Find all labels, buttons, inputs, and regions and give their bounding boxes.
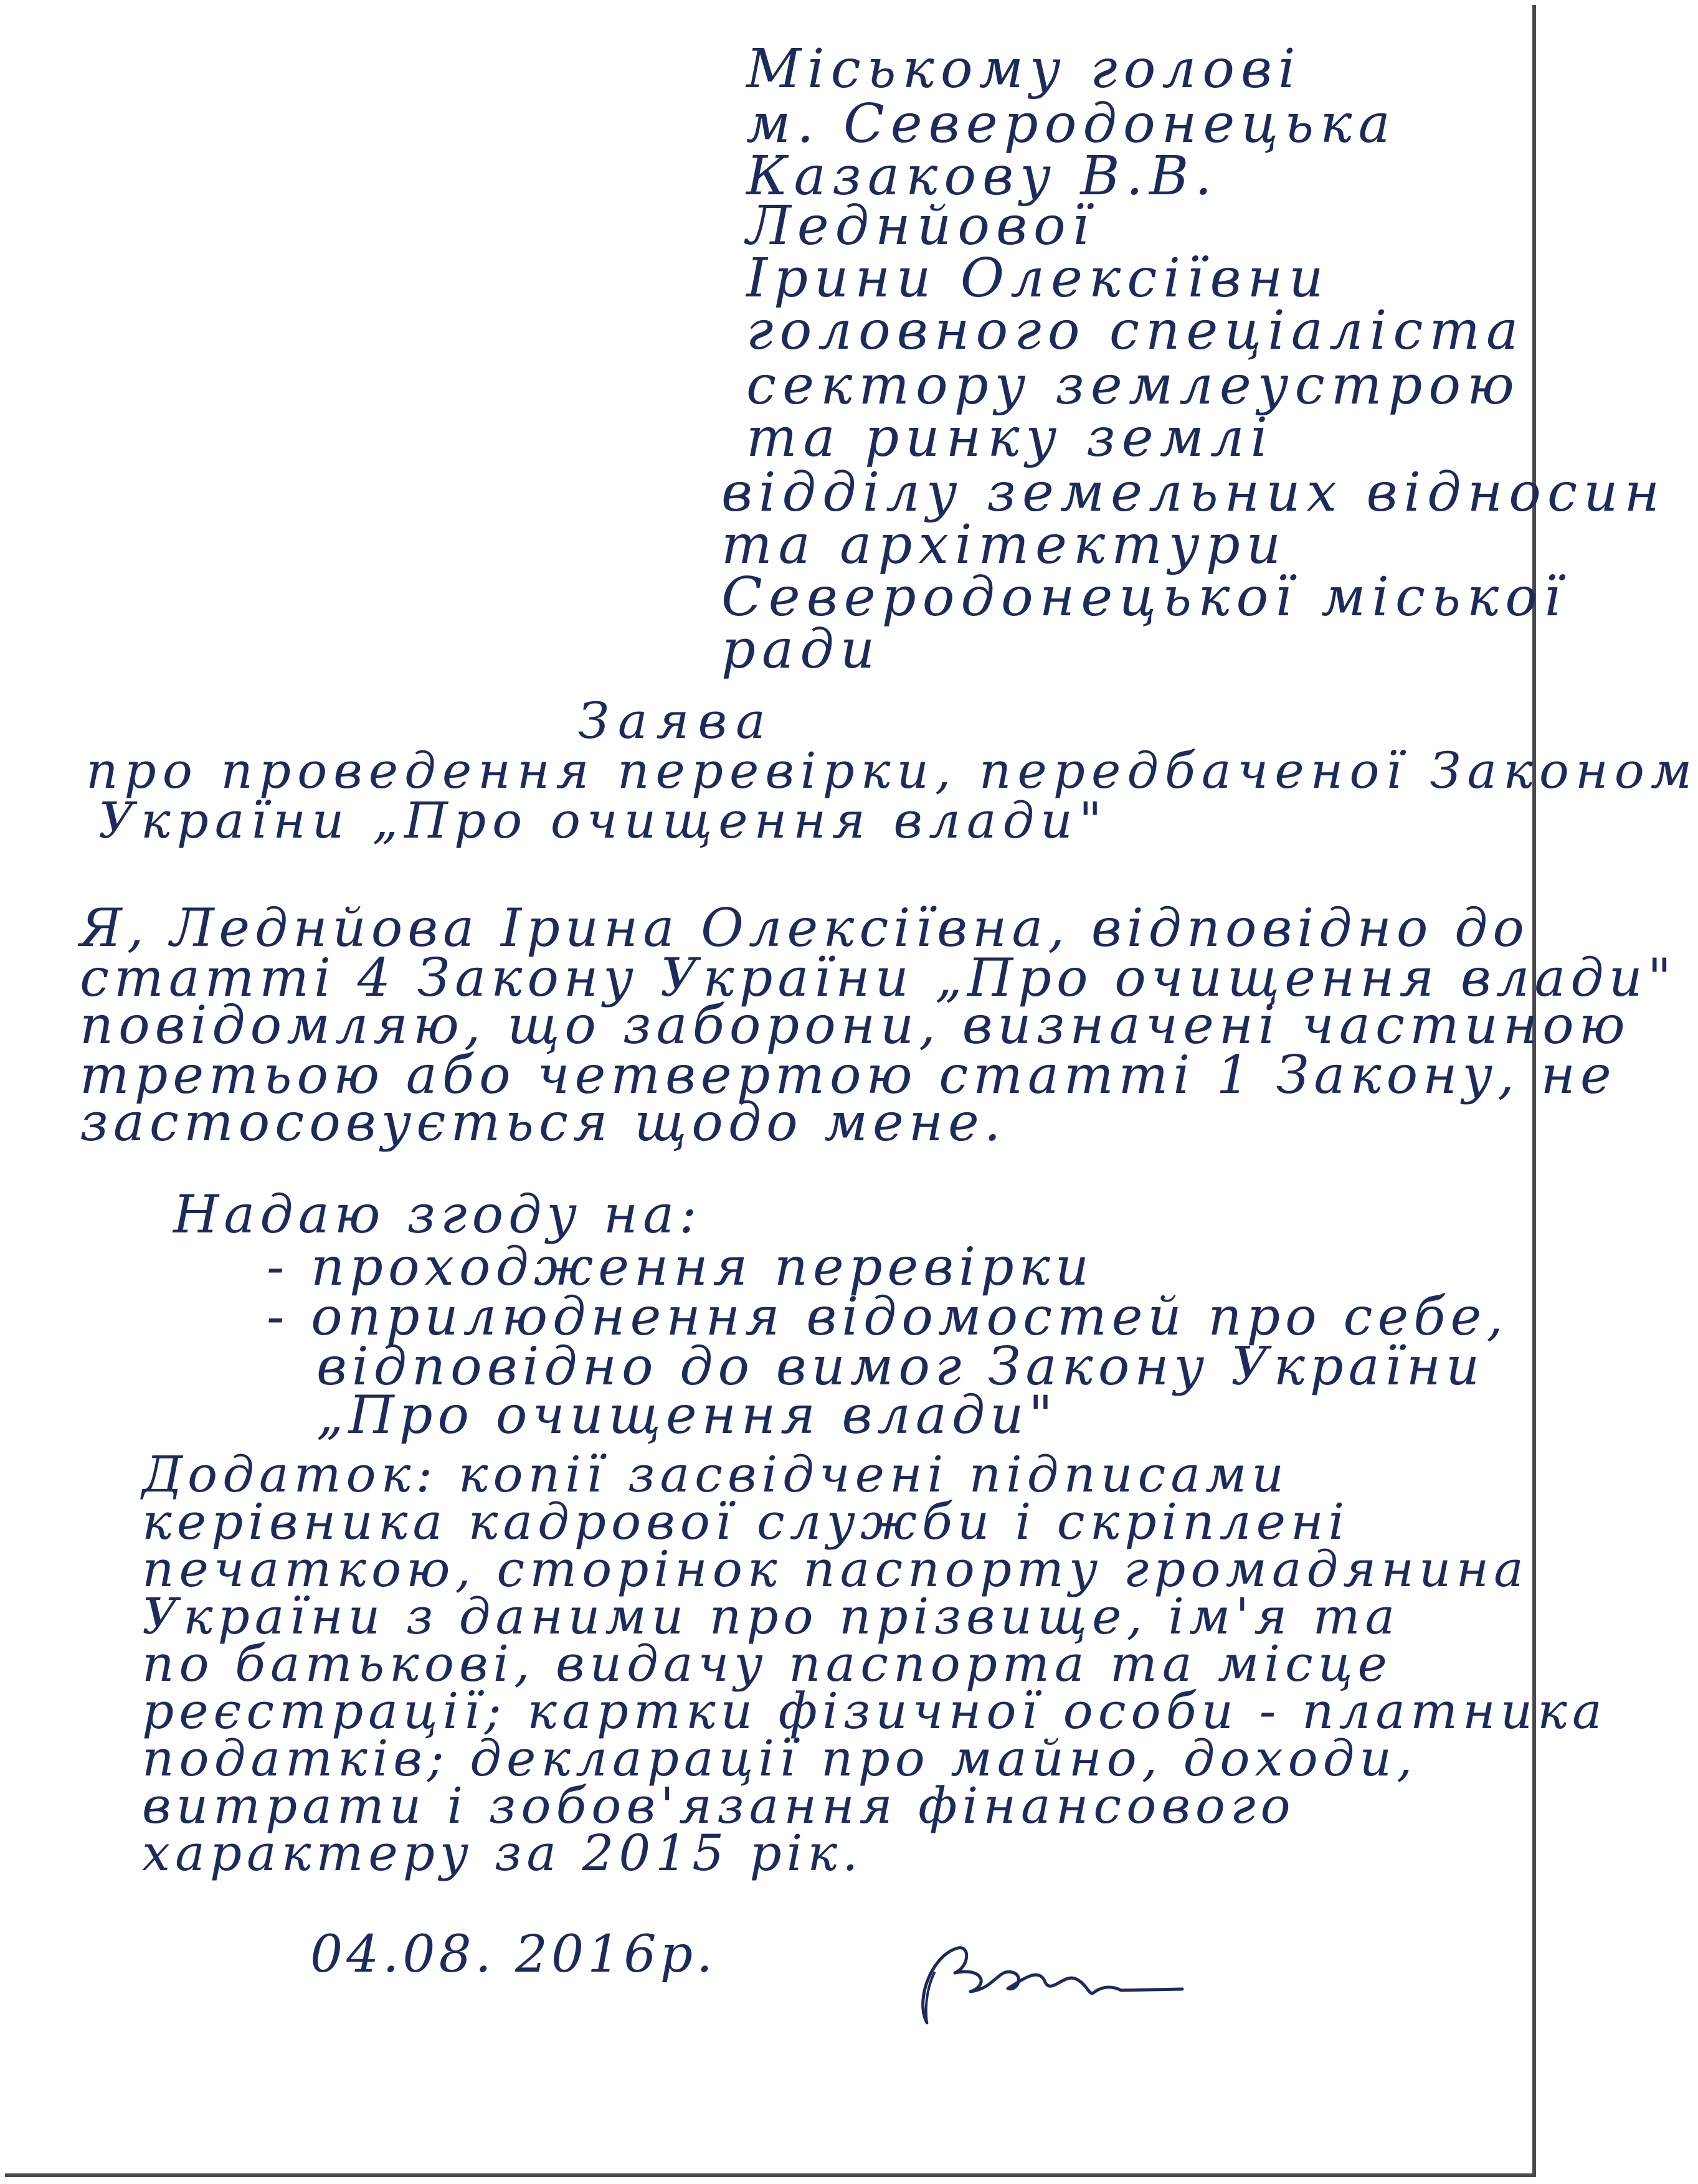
attachment-line: податків; декларації про майно, доходи, — [142, 1729, 1418, 1787]
attachment-line: по батькові, видачу паспорта та місце — [142, 1635, 1392, 1693]
document-date: 04.08. 2016р. — [310, 1925, 717, 1984]
consent-line: відповідно до вимог Закону України — [316, 1336, 1485, 1397]
statement-line: статті 4 Закону України „Про очищення влади" — [80, 947, 1677, 1008]
attachment-line: України з даними про прізвище, ім'я та — [142, 1587, 1400, 1645]
attachment-line: керівника кадрової служби і скріплені — [142, 1493, 1350, 1551]
statement-line: повідомляю, що заборони, визначені частиною — [80, 995, 1630, 1056]
sender-line: Северодонецької міської — [721, 566, 1567, 628]
document-title: Заява — [578, 692, 774, 750]
document-subtitle-line: України „Про очищення влади" — [98, 792, 1108, 849]
attachment-line: реєстрації; картки фізичної особи - платника — [142, 1682, 1607, 1740]
statement-line: застосовується щодо мене. — [80, 1092, 1006, 1153]
sender-line: Ірини Олексіївни — [746, 247, 1330, 310]
sender-line: Леднйової — [746, 195, 1096, 257]
signature-image — [889, 1929, 1188, 2029]
sender-line: сектору землеустрою — [746, 354, 1520, 417]
statement-line: третьою або четвертою статті 1 Закону, не — [80, 1044, 1616, 1105]
sender-line: відділу земельних відносин — [721, 461, 1666, 524]
sender-line: та ринку землі — [746, 407, 1274, 469]
addressee-line: м. Северодонецька — [746, 93, 1397, 155]
consent-line: - проходження перевірки — [267, 1236, 1094, 1297]
attachment-line: витрати і зобов'язання фінансового — [142, 1777, 1296, 1835]
sender-line: ради — [721, 618, 881, 681]
sender-line: та архітектури — [721, 514, 1288, 576]
consent-line: „Про очищення влади" — [316, 1384, 1058, 1445]
attachment-line: Додаток: копії засвідчені підписами — [142, 1445, 1289, 1503]
addressee-line: Казакову В.В. — [746, 145, 1218, 207]
consent-line: Надаю згоду на: — [173, 1184, 702, 1245]
consent-line: - оприлюднення відомостей про себе, — [267, 1286, 1508, 1347]
document-subtitle-line: про проведення перевірки, передбаченої Законом — [86, 742, 1698, 800]
addressee-line: Міському голові — [746, 38, 1302, 100]
document-page — [5, 5, 1698, 2177]
attachment-line: характеру за 2015 рік. — [142, 1824, 863, 1882]
statement-line: Я, Леднйова Ірина Олексіївна, відповідно до — [80, 897, 1529, 958]
sender-line: головного спеціаліста — [746, 300, 1525, 362]
attachment-line: печаткою, сторінок паспорту громадянина — [142, 1540, 1529, 1598]
